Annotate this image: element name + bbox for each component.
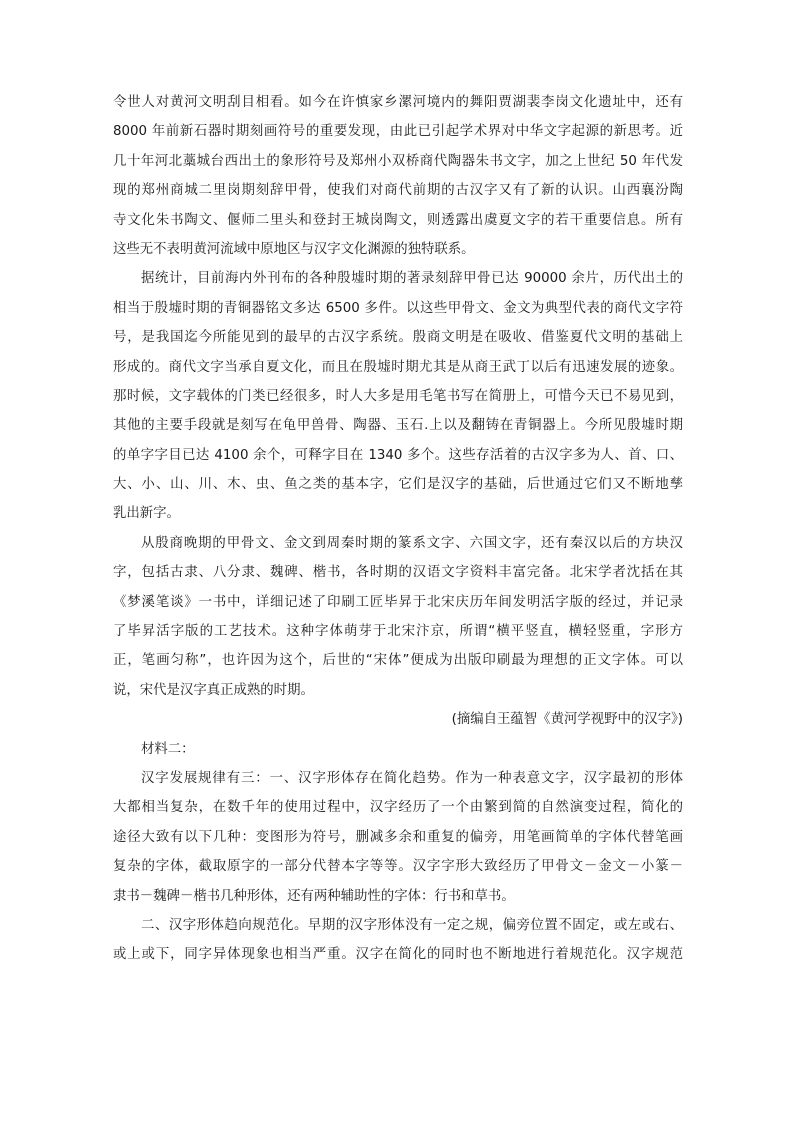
paragraph-simplification (113, 764, 683, 911)
paragraph-script-evolution (113, 529, 683, 705)
citation-line: (摘编自王蕴智《黄河学视野中的汉字》) (451, 712, 683, 728)
text-line: 其他的主要手段就是刻写在龟甲兽骨、陶器、玉石.上以及翻铸在青铜器上。今所见殷墟时期 (113, 418, 683, 434)
text-line: 相当于殷墟时期的青铜器铭文多达 6500 多件。以这些甲骨文、金文为典型代表的商代文字符 (113, 300, 683, 316)
text-line: 或上或下，同字异体现象也相当严重。汉字在简化的同时也不断地进行着规范化。汉字规范 (113, 947, 683, 963)
text-line: 《梦溪笔谈》一书中，详细记述了印刷工匠毕昇于北宋庆历年间发明活字版的经过，并记录 (113, 594, 683, 610)
text-line: 大、小、山、川、木、虫、鱼之类的基本字，它们是汉字的基础，后世通过它们又不断地孳 (113, 477, 683, 493)
text-line: 二、汉字形体趋向规范化。早期的汉字形体没有一定之规，偏旁位置不固定，或左或右、 (141, 917, 683, 933)
text-line: 说，宋代是汉字真正成熟的时期。 (113, 682, 314, 698)
text-line: 这些无不表明黄河流域中原地区与汉字文化渊源的独特联系。 (113, 241, 475, 257)
text-line: 途径大致有以下几种：变图形为符号，删减多余和重复的偏旁，用笔画简单的字体代替笔画 (113, 829, 683, 845)
text-line: 汉字发展规律有三：一、汉字形体存在简化趋势。作为一种表意文字，汉字最初的形体 (141, 770, 683, 786)
text-line: 现的郑州商城二里岗期刻辞甲骨，使我们对商代前期的古汉字又有了新的认识。山西襄汾陶 (113, 183, 683, 199)
paragraph-standardization (113, 911, 683, 970)
text-line: 8000 年前新石器时期刻画符号的重要发现，由此已引起学术界对中华文字起源的新思考。近 (113, 124, 683, 140)
text-line: 那时候，文字载体的门类已经很多，时人大多是用毛笔书写在简册上，可惜今天已不易见到， (113, 388, 683, 404)
text-line: 的单字字目已达 4100 余个，可释字目在 1340 多个。这些存活着的古汉字多为人、首、口、 (113, 447, 683, 463)
text-line: 令世人对黄河文明刮目相看。如今在许慎家乡漯河境内的舞阳贾湖裴李岗文化遗址中，还有 (113, 95, 683, 110)
text-line: 正，笔画匀称”，也许因为这个，后世的“宋体”便成为出版印刷最为理想的正文字体。可以 (113, 653, 683, 669)
section-label (113, 735, 683, 764)
text-line: 号，是我国迄今所能见到的最早的古汉字系统。殷商文明是在吸收、借鉴夏代文明的基础上 (113, 330, 683, 346)
document-page (113, 88, 683, 970)
text-line: 乳出新字。 (113, 506, 180, 522)
text-line: 形成的。商代文字当承自夏文化，而且在殷墟时期尤其是从商王武丁以后有迅速发展的迹象。 (113, 359, 683, 375)
text-line: 了毕昇活字版的工艺技术。这种字体萌芽于北宋汴京，所谓“横平竖直，横轻竖重，字形方 (113, 624, 683, 640)
text-line: 几十年河北藁城台西出土的象形符号及郑州小双桥商代陶器朱书文字，加之上世纪 50 年代发 (113, 153, 683, 169)
text-line: 复杂的字体，截取原字的一部分代替本字等等。汉字字形大致经历了甲骨文－金文－小篆－ (113, 859, 683, 875)
paragraph-huanghe-origins (113, 88, 683, 264)
text-line: 隶书－魏碑－楷书几种形体，还有两种辅助性的字体：行书和草书。 (113, 888, 515, 904)
text-line: 从殷商晚期的甲骨文、金文到周秦时期的篆系文字、六国文字，还有秦汉以后的方块汉 (141, 535, 683, 551)
paragraph-yinxu-statistics (113, 264, 683, 529)
text-line: 据统计，目前海内外刊布的各种殷墟时期的著录刻辞甲骨已达 90000 余片，历代出土的 (141, 271, 683, 287)
material-two-label: 材料二： (141, 741, 195, 757)
text-line: 大都相当复杂，在数千年的使用过程中，汉字经历了一个由繁到简的自然演变过程，简化的 (113, 800, 683, 816)
text-line: 字，包括古隶、八分隶、魏碑、楷书，各时期的汉语文字资料丰富完备。北宋学者沈括在其 (113, 565, 683, 581)
source-citation (113, 705, 683, 734)
text-line: 寺文化朱书陶文、偃师二里头和登封王城岗陶文，则透露出虞夏文字的若干重要信息。所有 (113, 212, 683, 228)
